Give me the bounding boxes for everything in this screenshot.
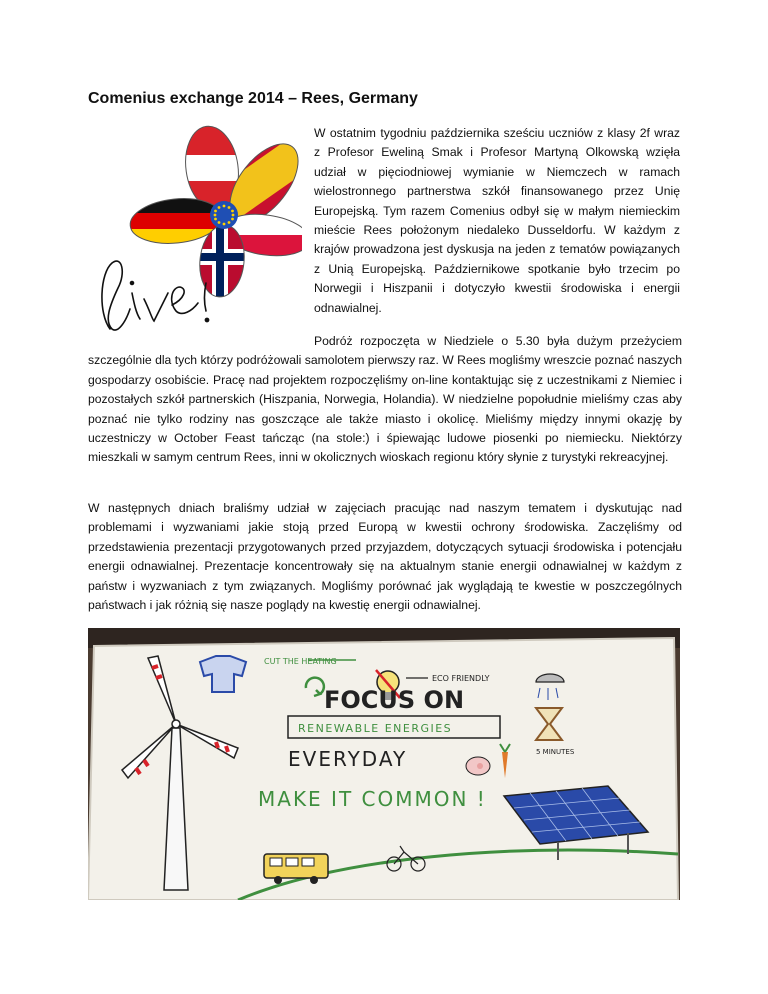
paragraph-intro: W ostatnim tygodniu października sześciu uczniów z klasy 2f wraz z Profesor Eweliną Smak i Profesor Martyną Olkowską wzięła udział w pięciodniowej wymianie w Niemczech w ramach wielostronnego partnerstwa szkół finansowanego przez Unię Europejską. Tym razem Comenius odbył się w małym niemieckim mieście Rees położonym niedaleko Dusseldorfu. W każdym z krajów prowadzona jest dyskusja na jeden z tematów powiązanych z Unią Europejską. Październikowe spotkanie było trzecim po Norwegii i Hiszpanii i dotyczyło kwestii środowiska i energii odnawialnej.	[314, 126, 680, 315]
pig-icon	[466, 757, 490, 775]
focus-on-heading: FOCUS ON	[324, 686, 465, 714]
comenius-live-logo	[88, 123, 302, 335]
everyday-heading: EVERYDAY	[288, 747, 408, 771]
eco-friendly-label: ECO FRIENDLY	[432, 674, 490, 683]
minutes-label: 5 MINUTES	[536, 748, 575, 756]
poster-photo	[88, 628, 680, 900]
paragraph-journey: Podróż rozpoczęta w Niedziele o 5.30 była dużym przeżyciem szczególnie dla tych którzy podróżowali samolotem pierwszy raz. W Rees mogliśmy wreszcie poznać naszych gospodarzy osobiście. Pracę nad projektem rozpoczęliśmy on-line kontaktując się z uczestnikami z Niemiec i pozostałych szkół partnerskich (Hiszpania, Norwegia, Holandia). W niedzielne popołudnie mieliśmy czas aby poznać nie tylko rodziny nas goszczące ale także miasto i okolicę. Mieliśmy między innymi okazję by uczestniczy w October Feast tańcząc (na stole:) i śpiewając ludowe piosenki po niemiecku. Niektórzy mieszkali w samym centrum Rees, inni w okolicznych wioskach regionu który słynie z turystyki rekreacyjnej.	[88, 334, 683, 465]
live-script	[102, 261, 209, 330]
renewable-energies-label: RENEWABLE ENERGIES	[298, 722, 453, 735]
paragraph-workshops: W następnych dniach braliśmy udział w zajęciach pracując nad naszym tematem i dyskutując nad problemami i wyzwaniami jakie stoją przed Europą w kwestii ochrony środowiska. Zaczęliśmy od przedstawienia prezentacji przygotowanych przed przyjazdem, dotyczących sytuacji środowiska i potencjału energii odnawialnej. Prezentacje koncentrowały się na aktualnym stanie energii odnawialnej w każdym z państw i wyzwaniach z tym związanych. Mogliśmy porównać jak wyglądają te kwestie w poszczególnych państwach i jak różnią się nasze poglądy na kwestię energii odnawialnej.	[88, 501, 682, 613]
make-it-common-heading: MAKE IT COMMON !	[258, 787, 487, 811]
page-title: Comenius exchange 2014 – Rees, Germany	[88, 90, 418, 107]
cut-heating-label: CUT THE HEATING	[264, 657, 337, 666]
